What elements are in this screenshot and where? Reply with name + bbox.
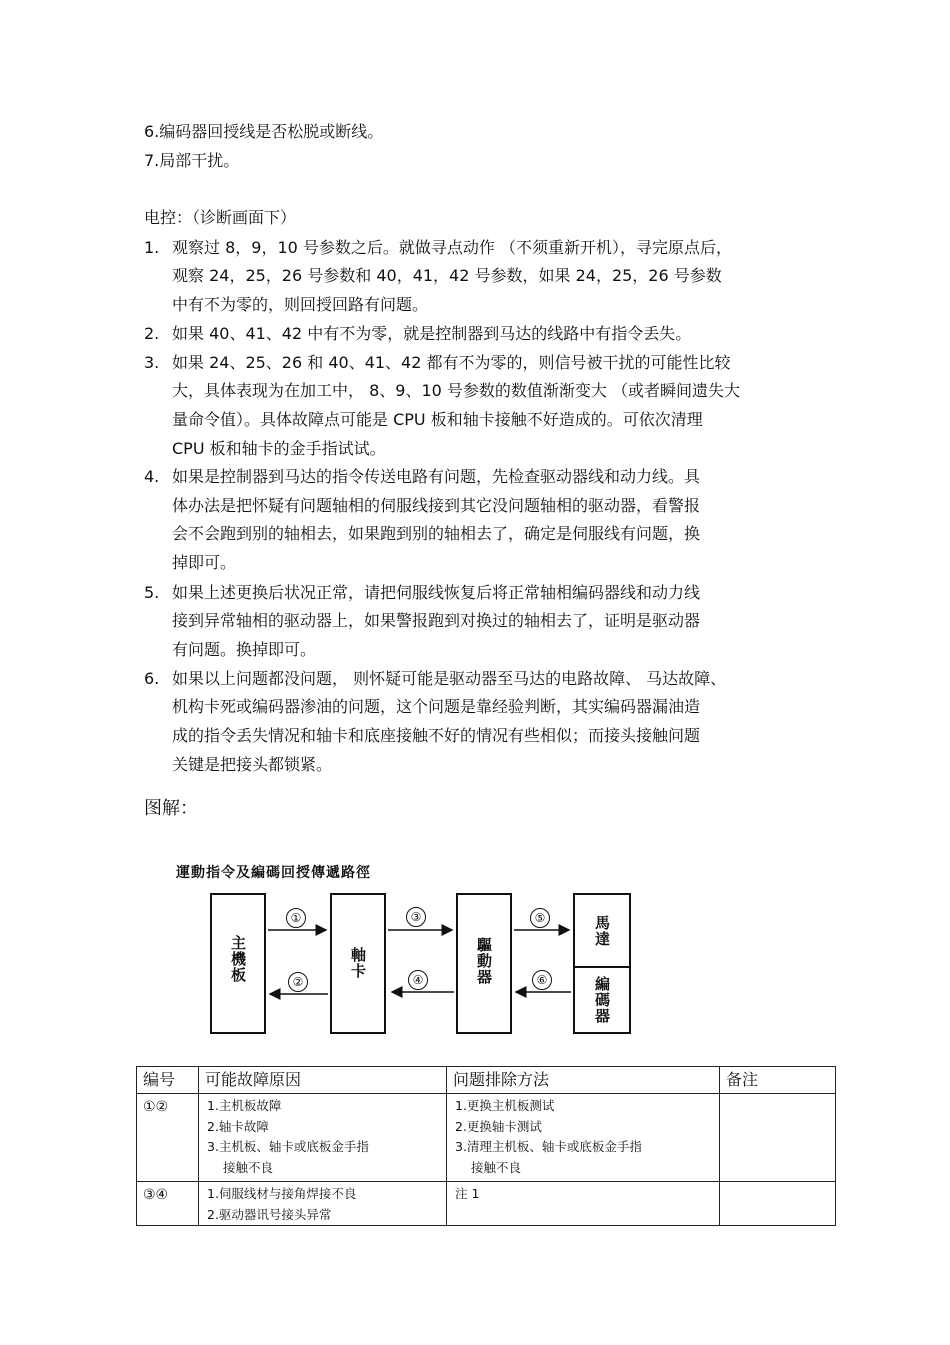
cause-line: 2.驱动器讯号接头异常 [207,1206,332,1222]
step-line: 掉即可。 [172,553,237,572]
section-title: 电控：（诊断画面下） [144,208,297,227]
fault-table [136,1066,836,1226]
step-line: 大，具体表现为在加工中， 8、9、10 号参数的数值渐渐变大 （或者瞬间遗失大 [172,381,740,400]
cause-line: 接触不良 [223,1159,274,1175]
step-line: 观察过 8，9，10 号参数之后。就做寻点动作 （不须重新开机），寻完原点后， [172,238,732,257]
row-note [720,1094,836,1182]
step-line: 如果 40、41、42 中有不为零，就是控制器到马达的线路中有指令丢失。 [172,324,692,343]
row-methods [447,1094,720,1182]
cause-line: 2.轴卡故障 [207,1118,269,1134]
step-line: 如果上述更换后状况正常，请把伺服线恢复后将正常轴相编码器线和动力线 [172,583,701,602]
encoder-label: 編碼器 [593,976,611,1024]
step-number: 1. [144,238,160,257]
diagram-heading: 图解： [144,798,198,819]
step-line: 接到异常轴相的驱动器上，如果警报跑到对换过的轴相去了，证明是驱动器 [172,611,701,630]
method-line: 3.清理主机板、轴卡或底板金手指 [455,1139,642,1154]
step-number: 4. [144,467,160,486]
step-number: 6. [144,669,160,688]
step-line: 如果以上问题都没问题， 则怀疑可能是驱动器至马达的电路故障、 马达故障、 [172,669,727,688]
pre-item-7: 7.局部干扰。 [144,151,240,170]
step-line: 会不会跑到别的轴相去，如果跑到别的轴相去了，确定是伺服线有问题，换 [172,524,701,543]
step-line: 如果 24、25、26 和 40、41、42 都有不为零的，则信号被干扰的可能性比较 [172,353,731,372]
driver-label: 驅動器 [475,937,493,985]
row-note [720,1182,836,1226]
marker-1: ① [286,908,306,928]
step-line: CPU 板和轴卡的金手指试试。 [172,439,386,458]
row-code: ③④ [137,1182,199,1226]
row-causes [199,1182,447,1226]
cause-line: 3.主机板、轴卡或底板金手指 [207,1139,369,1154]
motor-label: 馬達 [593,915,611,947]
marker-6: ⑥ [532,970,552,990]
step-line: 机构卡死或编码器渗油的问题，这个问题是靠经验判断，其实编码器漏油造 [172,697,701,716]
diagram-title: 運動指令及編碼回授傳遞路徑 [176,865,371,881]
step-line: 如果是控制器到马达的指令传送电路有问题，先检查驱动器线和动力线。具 [172,467,701,486]
step-number: 2. [144,324,160,343]
step-line: 有问题。换掉即可。 [172,640,317,659]
step-line: 观察 24，25，26 号参数和 40，41，42 号参数，如果 24，25，26 号参数 [172,266,722,285]
marker-4: ④ [408,970,428,990]
marker-5: ⑤ [530,908,550,928]
step-number: 5. [144,583,160,602]
cause-line: 1.主机板故障 [207,1098,282,1113]
method-line: 1.更换主机板测试 [455,1098,555,1113]
step-line: 中有不为零的，则回授回路有问题。 [172,295,429,314]
method-line: 2.更换轴卡测试 [455,1118,542,1134]
row-code: ①② [137,1094,199,1182]
method-line: 注 1 [455,1186,480,1201]
marker-2: ② [288,972,308,992]
header-note: 备注 [720,1067,836,1094]
marker-3: ③ [406,907,426,927]
header-cause: 可能故障原因 [199,1067,447,1094]
step-line: 体办法是把怀疑有问题轴相的伺服线接到其它没问题轴相的驱动器，看警报 [172,496,701,515]
table-row [137,1182,836,1226]
row-causes [199,1094,447,1182]
cause-line: 1.伺服线材与接角焊接不良 [207,1186,357,1201]
step-line: 量命令值）。具体故障点可能是 CPU 板和轴卡接触不好造成的。可依次清理 [172,410,703,429]
row-methods [447,1182,720,1226]
step-line: 成的指令丢失情况和轴卡和底座接触不好的情况有些相似；而接头接触问题 [172,726,701,745]
header-code: 编号 [137,1067,199,1094]
main-board-label: 主機板 [229,935,247,983]
header-method: 问题排除方法 [447,1067,720,1094]
table-header-row [137,1067,836,1094]
table-row [137,1094,836,1182]
method-line: 接触不良 [471,1159,522,1175]
pre-item-6: 6.编码器回授线是否松脱或断线。 [144,122,384,141]
step-number: 3. [144,353,160,372]
axis-card-label: 軸卡 [349,947,367,979]
step-line: 关键是把接头都锁紧。 [172,755,333,774]
